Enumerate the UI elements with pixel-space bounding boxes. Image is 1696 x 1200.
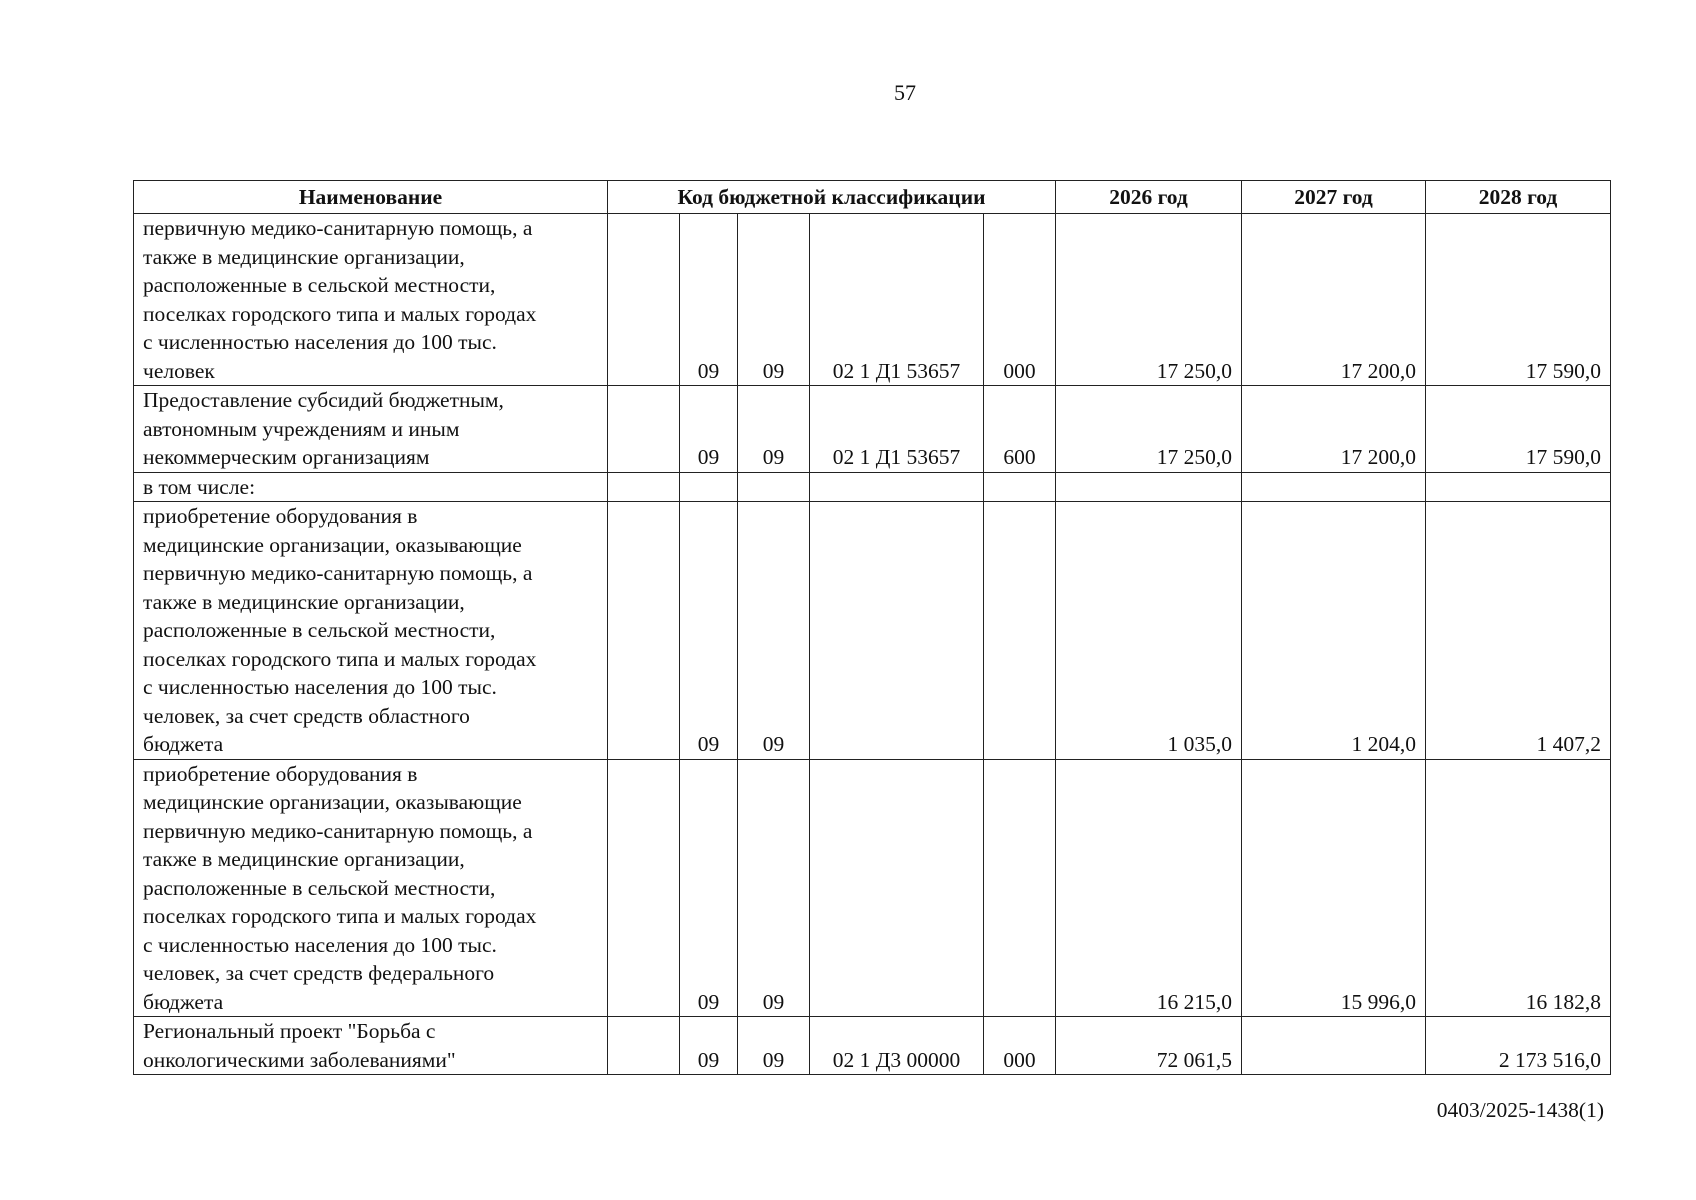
cell-code-target xyxy=(810,472,984,502)
cell-code-1 xyxy=(608,386,680,473)
cell-2028: 16 182,8 xyxy=(1426,759,1611,1017)
document-id: 0403/2025-1438(1) xyxy=(1436,1098,1604,1122)
cell-2028: 1 407,2 xyxy=(1426,502,1611,760)
cell-name: Предоставление субсидий бюджетным, автономным учреждениям и иным некоммерческим организациям xyxy=(134,386,608,473)
cell-code-1 xyxy=(608,214,680,386)
header-2027: 2027 год xyxy=(1242,181,1426,214)
table-row xyxy=(134,386,1611,473)
cell-code-subsection: 09 xyxy=(738,502,810,760)
cell-code-expense-type xyxy=(984,502,1056,760)
table-row xyxy=(134,1017,1611,1075)
cell-code-section: 09 xyxy=(680,502,738,760)
cell-name: приобретение оборудования в медицинские организации, оказывающие первичную медико-санитарную помощь, а также в медицинские организации, расположенные в сельской местности, поселках городского типа и малых городах с численностью населения до 100 тыс. человек, за счет средств областного бюджета xyxy=(134,502,608,760)
cell-code-target: 02 1 Д1 53657 xyxy=(810,386,984,473)
cell-2027: 15 996,0 xyxy=(1242,759,1426,1017)
cell-code-1 xyxy=(608,759,680,1017)
cell-name: приобретение оборудования в медицинские организации, оказывающие первичную медико-санитарную помощь, а также в медицинские организации, расположенные в сельской местности, поселках городского типа и малых городах с численностью населения до 100 тыс. человек, за счет средств федерального бюджета xyxy=(134,759,608,1017)
cell-2026: 72 061,5 xyxy=(1056,1017,1242,1075)
header-budget-code: Код бюджетной классификации xyxy=(608,181,1056,214)
cell-2026: 17 250,0 xyxy=(1056,386,1242,473)
cell-code-1 xyxy=(608,502,680,760)
cell-code-expense-type xyxy=(984,759,1056,1017)
cell-2026: 16 215,0 xyxy=(1056,759,1242,1017)
cell-code-expense-type: 600 xyxy=(984,386,1056,473)
table-row xyxy=(134,502,1611,760)
cell-code-target xyxy=(810,759,984,1017)
cell-2028: 2 173 516,0 xyxy=(1426,1017,1611,1075)
cell-2026 xyxy=(1056,472,1242,502)
table-header-row xyxy=(134,181,1611,214)
cell-2026: 17 250,0 xyxy=(1056,214,1242,386)
cell-code-1 xyxy=(608,1017,680,1075)
table-body xyxy=(134,214,1611,1075)
cell-2028: 17 590,0 xyxy=(1426,214,1611,386)
header-2026: 2026 год xyxy=(1056,181,1242,214)
cell-code-section xyxy=(680,472,738,502)
cell-code-subsection: 09 xyxy=(738,759,810,1017)
table-row xyxy=(134,214,1611,386)
cell-code-target: 02 1 Д1 53657 xyxy=(810,214,984,386)
budget-table xyxy=(133,180,1611,1075)
cell-2027: 17 200,0 xyxy=(1242,214,1426,386)
cell-2026: 1 035,0 xyxy=(1056,502,1242,760)
cell-code-subsection xyxy=(738,472,810,502)
cell-code-target: 02 1 Д3 00000 xyxy=(810,1017,984,1075)
cell-code-target xyxy=(810,502,984,760)
cell-2027 xyxy=(1242,1017,1426,1075)
cell-code-subsection: 09 xyxy=(738,1017,810,1075)
table-row xyxy=(134,759,1611,1017)
cell-name: Региональный проект "Борьба с онкологическими заболеваниями" xyxy=(134,1017,608,1075)
cell-2027: 17 200,0 xyxy=(1242,386,1426,473)
cell-code-section: 09 xyxy=(680,759,738,1017)
cell-code-expense-type: 000 xyxy=(984,214,1056,386)
cell-2027: 1 204,0 xyxy=(1242,502,1426,760)
cell-code-section: 09 xyxy=(680,1017,738,1075)
cell-code-expense-type: 000 xyxy=(984,1017,1056,1075)
cell-2028: 17 590,0 xyxy=(1426,386,1611,473)
cell-2027 xyxy=(1242,472,1426,502)
header-name: Наименование xyxy=(134,181,608,214)
table-row xyxy=(134,472,1611,502)
cell-name: в том числе: xyxy=(134,472,608,502)
cell-name: первичную медико-санитарную помощь, а также в медицинские организации, расположенные в сельской местности, поселках городского типа и малых городах с численностью населения до 100 тыс. человек xyxy=(134,214,608,386)
cell-2028 xyxy=(1426,472,1611,502)
cell-code-expense-type xyxy=(984,472,1056,502)
cell-code-subsection: 09 xyxy=(738,214,810,386)
cell-code-1 xyxy=(608,472,680,502)
page-number: 57 xyxy=(894,80,916,105)
cell-code-section: 09 xyxy=(680,214,738,386)
cell-code-section: 09 xyxy=(680,386,738,473)
cell-code-subsection: 09 xyxy=(738,386,810,473)
header-2028: 2028 год xyxy=(1426,181,1611,214)
